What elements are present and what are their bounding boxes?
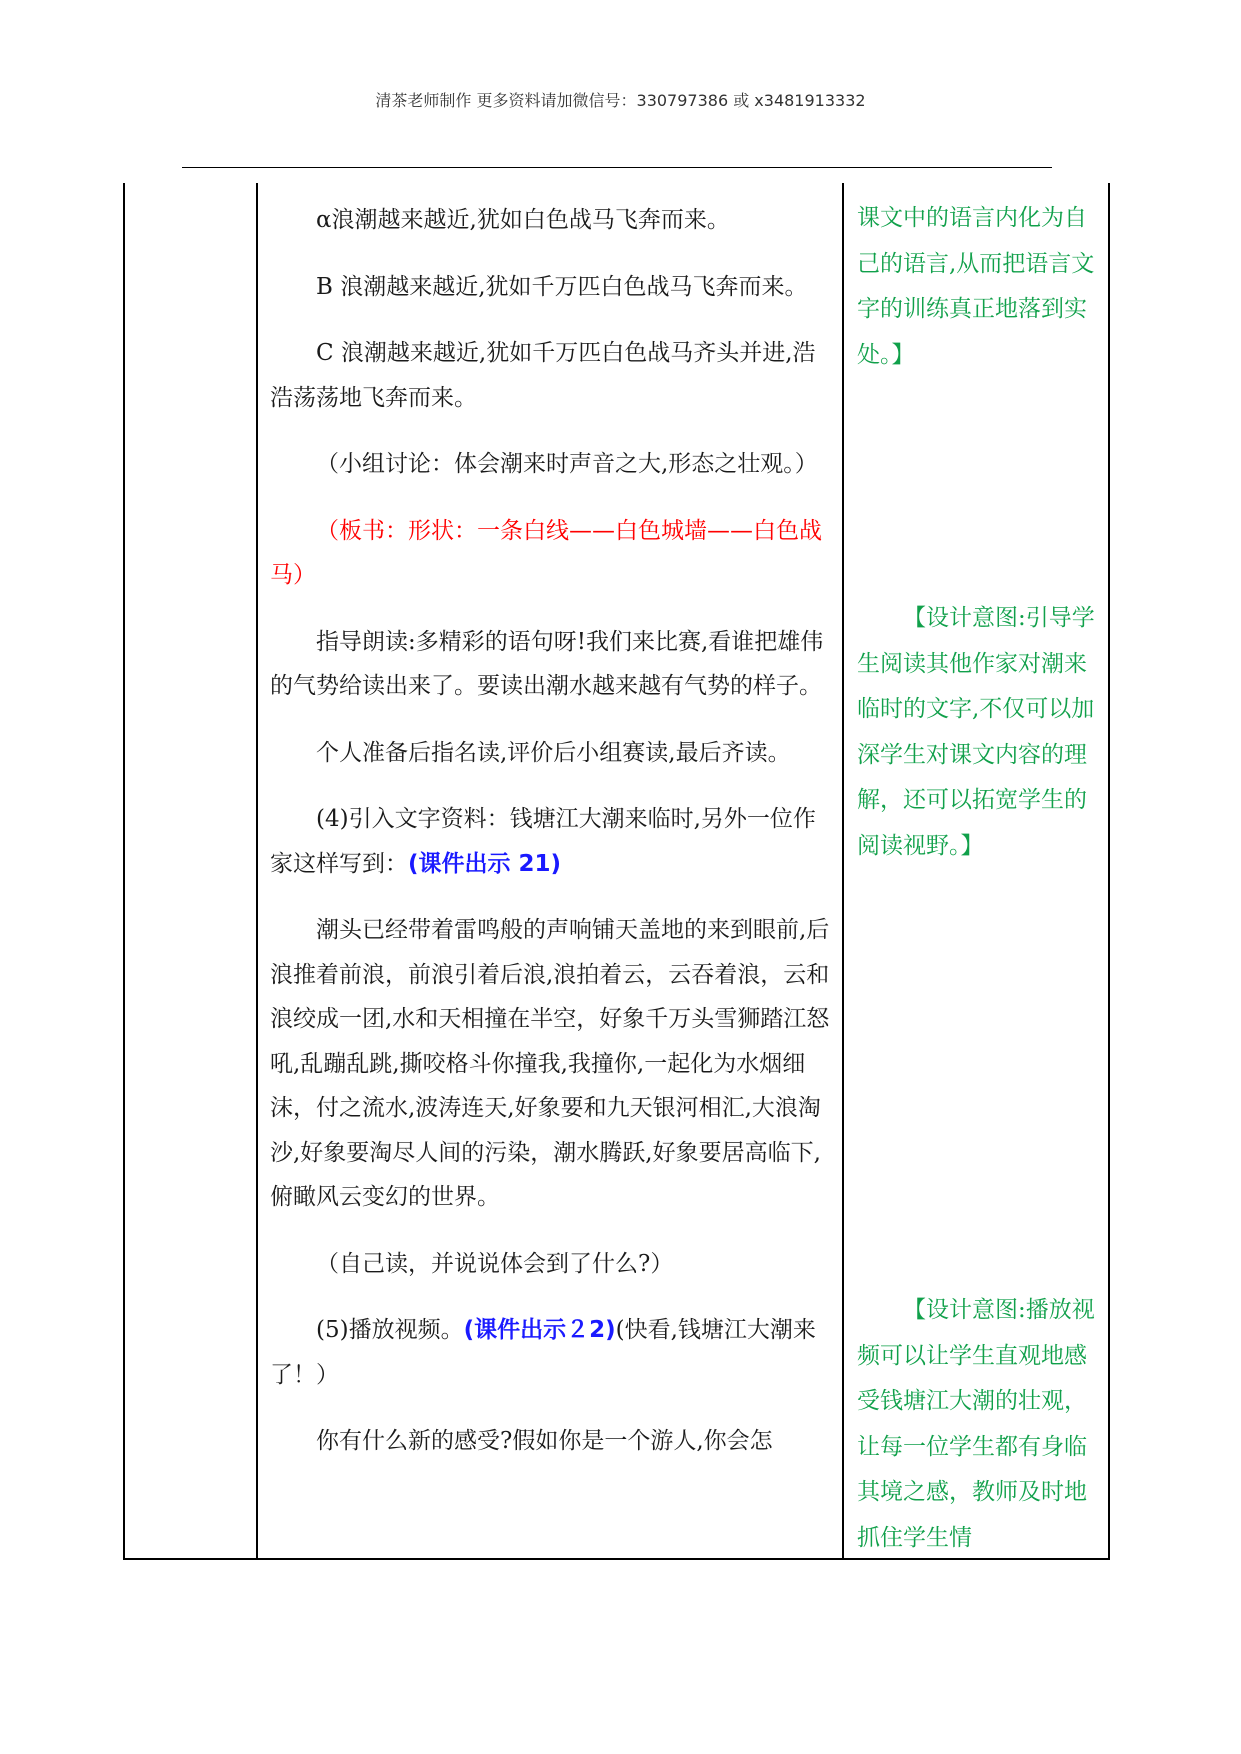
courseware-21: (课件出示 21) <box>408 850 562 877</box>
sentence-a: α浪潮越来越近,犹如白色战马飞奔而来。 <box>316 207 730 233</box>
courseware-22: (课件出示２2) <box>463 1317 616 1343</box>
quoted-passage: 潮头已经带着雷鸣般的声响铺天盖地的来到眼前,后浪推着前浪，前浪引着后浪,浪拍着云，云吞着浪，云和浪绞成一团,水和天相撞在半空，好象千万头雪狮踏江怒吼,乱蹦乱跳,撕咬格斗你撞我,我撞你,一起化为水烟细沫，付之流水,波涛连天,好象要和九天银河相汇,大浪淘沙,好象要淘尽人间的污染，潮水腾跃,好象要居高临下,俯瞰风云变幻的世界。 <box>270 917 830 1210</box>
self-reading: （自己读，并说说体会到了什么?） <box>316 1250 674 1277</box>
new-feeling: 你有什么新的感受?假如你是一个游人,你会怎 <box>316 1428 773 1454</box>
page-header: 清茶老师制作 更多资料请加微信号：330797386 或 x3481913332 <box>375 91 866 110</box>
step-5-pre: (5)播放视频。 <box>316 1317 464 1343</box>
group-discussion: （小组讨论：体会潮来时声音之大,形态之壮观。） <box>316 451 818 477</box>
step-5-post: (快看,钱塘江大潮来了！） <box>270 1317 816 1388</box>
sentence-c: C 浪潮越来越近,犹如千万匹白色战马齐头并进,浩浩荡荡地飞奔而来。 <box>270 340 816 411</box>
table-border-left <box>123 183 125 1560</box>
table-border-right <box>1108 183 1110 1560</box>
header-rule <box>182 167 1052 168</box>
blackboard-note: （板书：形状：一条白线——白色城墙——白色战马） <box>270 517 822 588</box>
teaching-process-column <box>270 198 838 1486</box>
table-column-divider-2 <box>842 183 844 1560</box>
step-5-video <box>270 1308 838 1397</box>
step-4-intro <box>270 797 838 886</box>
step-4-text: (4)引入文字资料：钱塘江大潮来临时,另外一位作家这样写到： <box>270 806 816 877</box>
design-note-1: 课文中的语言内化为自己的语言,从而把语言文字的训练真正地落到实处。】 <box>857 205 1095 368</box>
design-note-2: 【设计意图:引导学生阅读其他作家对潮来临时的文字,不仅可以加深学生对课文内容的理解，还可以拓宽学生的阅读视野。】 <box>857 605 1095 859</box>
reading-steps: 个人准备后指名读,评价后小组赛读,最后齐读。 <box>316 739 791 766</box>
guided-reading: 指导朗读:多精彩的语句呀!我们来比赛,看谁把雄伟的气势给读出来了。要读出潮水越来越有气势的样子。 <box>270 628 824 699</box>
design-note-3: 【设计意图:播放视频可以让学生直观地感受钱塘江大潮的壮观， 让每一位学生都有身临其境之感，教师及时地抓住学生情 <box>857 1297 1095 1551</box>
table-column-divider-1 <box>256 183 258 1560</box>
sentence-b: B 浪潮越来越近,犹如千万匹白色战马飞奔而来。 <box>316 273 808 300</box>
